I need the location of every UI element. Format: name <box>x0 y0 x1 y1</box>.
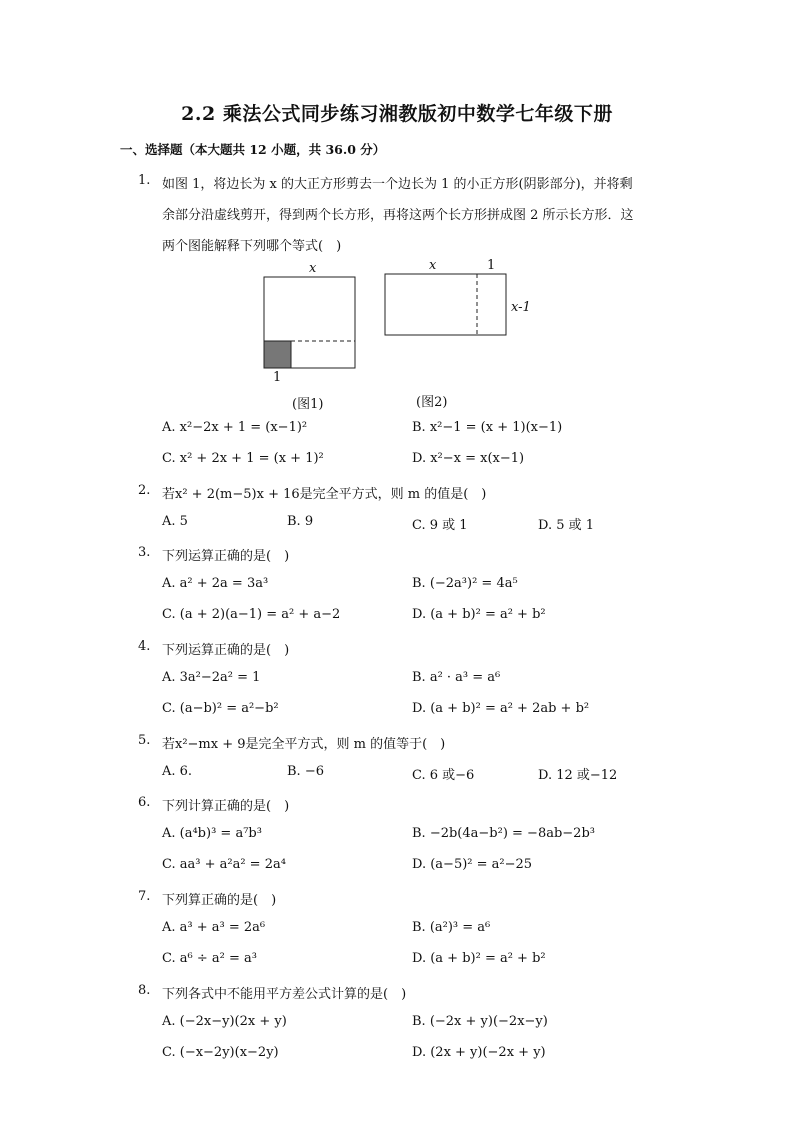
question-text-line: 下列计算正确的是( ) <box>162 799 290 814</box>
option-a[interactable]: A. a² + 2a = 3a³ <box>162 576 269 591</box>
option-d[interactable]: D. (a + b)² = a² + b² <box>412 607 546 622</box>
option-c[interactable]: C. a⁶ ÷ a² = a³ <box>162 951 257 966</box>
option-c[interactable]: C. 9 或 1 <box>412 518 468 533</box>
question-number: 2. <box>138 483 151 498</box>
question-text-line: 下列算正确的是( ) <box>162 893 277 908</box>
option-a[interactable]: A. (−2x−y)(2x + y) <box>162 1014 287 1029</box>
question-text-line: 若x² + 2(m−5)x + 16是完全平方式，则 m 的值是( ) <box>162 487 487 502</box>
option-a[interactable]: A. (a⁴b)³ = a⁷b³ <box>162 826 262 841</box>
question-text-line: 如图 1，将边长为 x 的大正方形剪去一个边长为 1 的小正方形(阴影部分)，并将剩 <box>162 177 633 192</box>
option-b[interactable]: B. x²−1 = (x + 1)(x−1) <box>412 420 563 435</box>
fig2-caption: (图2) <box>416 395 448 410</box>
question-number: 5. <box>138 733 151 748</box>
option-d[interactable]: D. 12 或−12 <box>538 768 618 783</box>
fig2-label-x: x <box>429 258 437 273</box>
option-c[interactable]: C. x² + 2x + 1 = (x + 1)² <box>162 451 324 466</box>
option-b[interactable]: B. (a²)³ = a⁶ <box>412 920 491 935</box>
option-c[interactable]: C. 6 或−6 <box>412 768 475 783</box>
fig1-label-x: x <box>309 261 317 276</box>
option-b[interactable]: B. (−2x + y)(−2x−y) <box>412 1014 548 1029</box>
option-d[interactable]: D. (a + b)² = a² + 2ab + b² <box>412 701 590 716</box>
option-d[interactable]: D. (a + b)² = a² + b² <box>412 951 546 966</box>
question-number: 4. <box>138 639 151 654</box>
option-a[interactable]: A. 6. <box>162 764 193 779</box>
page-title: 2.2 乘法公式同步练习湘教版初中数学七年级下册 <box>181 103 613 125</box>
figure-squares <box>0 0 794 420</box>
fig2-rectangle <box>385 274 506 335</box>
question-text-line: 两个图能解释下列哪个等式( ) <box>162 239 342 254</box>
option-b[interactable]: B. 9 <box>287 514 314 529</box>
option-a[interactable]: A. a³ + a³ = 2a⁶ <box>162 920 266 935</box>
question-number: 6. <box>138 795 151 810</box>
option-d[interactable]: D. 5 或 1 <box>538 518 595 533</box>
option-c[interactable]: C. (a + 2)(a−1) = a² + a−2 <box>162 607 341 622</box>
section-heading: 一、选择题（本大题共 12 小题，共 36.0 分） <box>120 142 386 157</box>
option-b[interactable]: B. a² · a³ = a⁶ <box>412 670 501 685</box>
question-number: 8. <box>138 983 151 998</box>
fig1-caption: (图1) <box>292 397 324 412</box>
option-a[interactable]: A. 3a²−2a² = 1 <box>162 670 261 685</box>
option-d[interactable]: D. x²−x = x(x−1) <box>412 451 525 466</box>
option-a[interactable]: A. x²−2x + 1 = (x−1)² <box>162 420 308 435</box>
option-b[interactable]: B. (−2a³)² = 4a⁵ <box>412 576 518 591</box>
question-text-line: 下列运算正确的是( ) <box>162 643 290 658</box>
fig1-label-1: 1 <box>273 370 282 385</box>
option-c[interactable]: C. (−x−2y)(x−2y) <box>162 1045 279 1060</box>
option-d[interactable]: D. (2x + y)(−2x + y) <box>412 1045 546 1060</box>
question-text-line: 下列各式中不能用平方差公式计算的是( ) <box>162 987 407 1002</box>
question-text-line: 余部分沿虚线剪开，得到两个长方形，再将这两个长方形拼成图 2 所示长方形．这 <box>162 208 634 223</box>
question-text-line: 若x²−mx + 9是完全平方式，则 m 的值等于( ) <box>162 737 446 752</box>
question-text-line: 下列运算正确的是( ) <box>162 549 290 564</box>
fig2-label-1: 1 <box>487 258 496 273</box>
option-c[interactable]: C. (a−b)² = a²−b² <box>162 701 279 716</box>
fig1-shaded-square <box>264 341 291 368</box>
question-number: 3. <box>138 545 151 560</box>
option-d[interactable]: D. (a−5)² = a²−25 <box>412 857 533 872</box>
option-b[interactable]: B. −2b(4a−b²) = −8ab−2b³ <box>412 826 595 841</box>
question-number: 7. <box>138 889 151 904</box>
option-a[interactable]: A. 5 <box>162 514 188 529</box>
option-b[interactable]: B. −6 <box>287 764 324 779</box>
fig2-label-side: x-1 <box>511 300 531 315</box>
option-c[interactable]: C. aa³ + a²a² = 2a⁴ <box>162 857 286 872</box>
question-number: 1. <box>138 173 151 188</box>
